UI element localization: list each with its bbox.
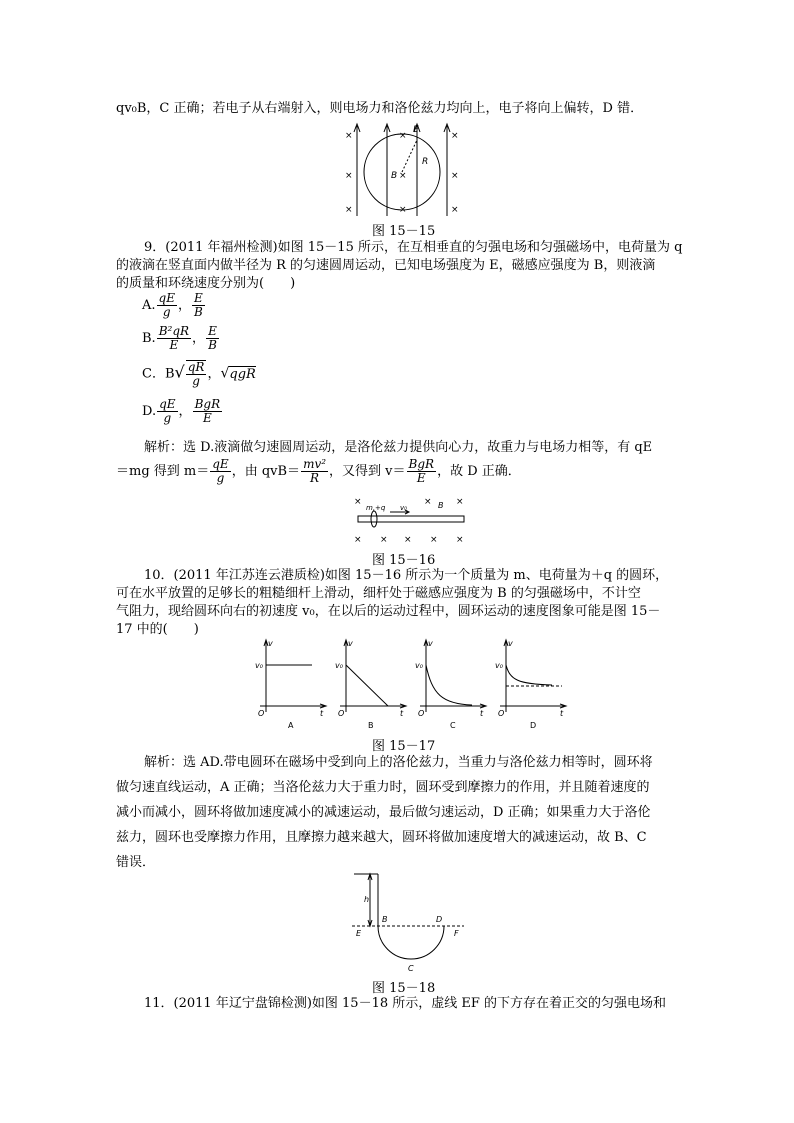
svg-text:×: × xyxy=(451,171,459,181)
q9-option-a-label: A. xyxy=(142,298,156,313)
q9-sol-f2-den: R xyxy=(310,471,320,485)
q9-optD-f1-num: qE xyxy=(159,397,176,411)
fig15-label-B: B xyxy=(391,171,398,181)
fig17-C-v0: v₀ xyxy=(415,661,423,670)
figure-15-16 xyxy=(352,494,472,546)
q10-solution-line-2: 做匀速直线运动，A 正确；当洛伦兹力大于重力时，圆环受到摩擦力的作用，并且随着速度的 xyxy=(116,780,650,795)
q9-sol-l2-a: ＝mg 得到 m＝ xyxy=(116,464,210,479)
fig17-D-axis-t: t xyxy=(560,709,564,718)
svg-text:×: × xyxy=(456,535,464,545)
figure-15-15-caption: 图 15－15 xyxy=(372,224,436,239)
fig16-label-B: B xyxy=(438,501,444,510)
continued-solution-text: qv₀B，C 正确；若电子从右端射入，则电场力和洛伦兹力均向上，电子将向上偏转，D 错． xyxy=(116,101,644,116)
fig18-label-C: C xyxy=(408,964,414,973)
fig17-A-origin: O xyxy=(258,709,265,718)
fig17-C-axis-v: v xyxy=(428,639,433,648)
q9-optB-f2-num: E xyxy=(206,325,219,339)
q10-line-2: 可在水平放置的足够长的粗糙细杆上滑动，细杆处于磁感应强度为 B 的匀强磁场中，不计空 xyxy=(116,586,641,601)
q9-optC-tail: qgR xyxy=(229,366,256,382)
q9-sol-f1-den: g xyxy=(216,471,225,485)
fig17-C-axis-t: t xyxy=(480,709,484,718)
fig15-label-R: R xyxy=(422,157,429,167)
figure-15-17-caption: 图 15－17 xyxy=(372,739,436,754)
q9-optB-f1-den: E xyxy=(169,338,179,352)
figure-15-16-caption: 图 15－16 xyxy=(372,553,436,568)
q9-optB-f2-den: B xyxy=(208,338,217,352)
q9-line-1: 9．(2011 年福州检测)如图 15－15 所示，在互相垂直的匀强电场和匀强磁场中，电荷量为 q xyxy=(144,240,683,255)
q9-option-c-label: C．B xyxy=(142,366,175,382)
fig17-D-origin: O xyxy=(498,709,505,718)
fig17-D-axis-v: v xyxy=(508,639,513,648)
q9-optA-f1-den: g xyxy=(162,305,171,319)
fig17-B-axis-t: t xyxy=(400,709,404,718)
fig16-label-mq: m,+q xyxy=(366,504,386,512)
fig17-B-v0: v₀ xyxy=(335,661,343,670)
q9-option-b: B. $\frac{\text{B²qR}}{E}$ ， $\frac{E}{B}$ xyxy=(142,324,217,352)
q10-solution-line-4: 兹力，圆环也受摩擦力作用，且摩擦力越来越大，圆环将做加速度增大的减速运动，故 B、C xyxy=(116,830,647,845)
q9-sol-f2-num: mv² xyxy=(303,457,327,471)
q9-option-c: C．B√ $\frac{qR}{g}$ ，√qgR xyxy=(142,360,256,388)
fig17-panel-D: D xyxy=(530,721,537,730)
fig18-label-D: D xyxy=(436,915,443,924)
figure-15-18 xyxy=(352,868,472,978)
fig17-C-origin: O xyxy=(418,709,425,718)
fig17-A-v0: v₀ xyxy=(255,661,263,670)
q9-sol-f3-num: BgR xyxy=(408,457,435,471)
svg-text:×: × xyxy=(354,497,362,507)
q10-line-4: 17 中的( ) xyxy=(116,622,199,637)
fig17-panel-A: A xyxy=(288,721,294,730)
q9-sol-f1-num: qE xyxy=(212,457,229,471)
fig17-A-axis-v: v xyxy=(268,639,273,648)
fig18-label-F: F xyxy=(454,929,459,938)
fig17-D-v0: v₀ xyxy=(495,661,503,670)
fig17-A-axis-t: t xyxy=(320,709,324,718)
svg-text:×: × xyxy=(345,205,353,215)
fig18-label-h: h xyxy=(364,895,370,904)
q9-sol-l2-d: ，故 D 正确． xyxy=(437,464,521,479)
q9-solution-line-2 xyxy=(116,458,521,485)
q9-sol-l2-c: ，又得到 v＝ xyxy=(329,464,406,479)
fig17-panel-C: C xyxy=(450,721,456,730)
q9-option-d-label: D. xyxy=(142,404,157,419)
q10-line-1: 10．(2011 年江苏连云港质检)如图 15－16 所示为一个质量为 m、电荷量为＋q 的圆环， xyxy=(144,568,669,583)
q9-optA-f1-num: qE xyxy=(158,291,175,305)
q9-line-2: 的液滴在竖直面内做半径为 R 的匀速圆周运动，已知电场强度为 E，磁感应强度为 B，则液滴 xyxy=(116,258,656,273)
q9-option-d: D. $\frac{qE}{g}$ ， $\frac{\text{BgR}}{E}$ xyxy=(142,397,221,425)
svg-text:×: × xyxy=(424,497,432,507)
fig17-B-axis-v: v xyxy=(348,639,353,648)
fig17-B-origin: O xyxy=(338,709,345,718)
q9-optC-f1-num: qR xyxy=(187,360,205,374)
q9-optB-f1-num: B²qR xyxy=(158,324,190,338)
svg-text:×: × xyxy=(399,205,407,215)
q9-solution-line-1: 解析：选 D.液滴做匀速圆周运动，是洛伦兹力提供向心力，故重力与电场力相等，有 qE xyxy=(144,440,653,455)
svg-text:×: × xyxy=(451,205,459,215)
svg-text:×: × xyxy=(345,171,353,181)
q9-sol-l2-b: ，由 qvB＝ xyxy=(231,464,301,479)
q10-line-3: 气阻力，现给圆环向右的初速度 v₀，在以后的运动过程中，圆环运动的速度图象可能是图 15－ xyxy=(116,604,661,619)
svg-text:×: × xyxy=(380,535,388,545)
figure-15-18-caption: 图 15－18 xyxy=(372,981,436,996)
q11-line-1: 11．(2011 年辽宁盘锦检测)如图 15－18 所示，虚线 EF 的下方存在着正交的匀强电场和 xyxy=(144,996,667,1011)
svg-text:×: × xyxy=(399,171,407,181)
svg-text:×: × xyxy=(399,131,407,141)
fig18-label-B: B xyxy=(382,915,388,924)
fig17-panel-B: B xyxy=(368,721,374,730)
q10-solution-line-3: 减小而减小，圆环将做加速度减小的减速运动，最后做匀速运动，D 正确；如果重力大于洛伦 xyxy=(116,805,651,820)
q10-solution-line-5: 错误． xyxy=(116,855,156,870)
fig18-label-E: E xyxy=(356,929,362,938)
svg-text:×: × xyxy=(354,535,362,545)
q9-option-a: A. $\frac{qE}{g}$ ， $\frac{E}{B}$ xyxy=(142,291,203,319)
q9-optD-f2-den: E xyxy=(202,411,212,425)
q9-sol-f3-den: E xyxy=(416,471,426,485)
q9-optA-f2-num: E xyxy=(192,292,205,306)
q9-optD-f1-den: g xyxy=(163,411,172,425)
figure-15-17 xyxy=(252,634,578,730)
svg-text:×: × xyxy=(345,131,353,141)
q9-line-3: 的质量和环绕速度分别为( ) xyxy=(116,276,296,291)
svg-text:×: × xyxy=(404,535,412,545)
svg-text:×: × xyxy=(451,131,459,141)
fig15-label-E: E xyxy=(413,125,419,135)
q9-optA-f2-den: B xyxy=(194,305,203,319)
q10-solution-line-1: 解析：选 AD.带电圆环在磁场中受到向上的洛伦兹力，当重力与洛伦兹力相等时，圆环将 xyxy=(144,755,653,770)
svg-text:×: × xyxy=(456,497,464,507)
q9-optC-f1-den: g xyxy=(192,374,200,388)
figure-15-15 xyxy=(345,120,465,218)
svg-text:×: × xyxy=(430,535,438,545)
q9-option-b-label: B. xyxy=(142,331,156,346)
q9-optD-f2-num: BgR xyxy=(194,397,221,411)
fig16-label-v0: v₀ xyxy=(400,504,407,512)
